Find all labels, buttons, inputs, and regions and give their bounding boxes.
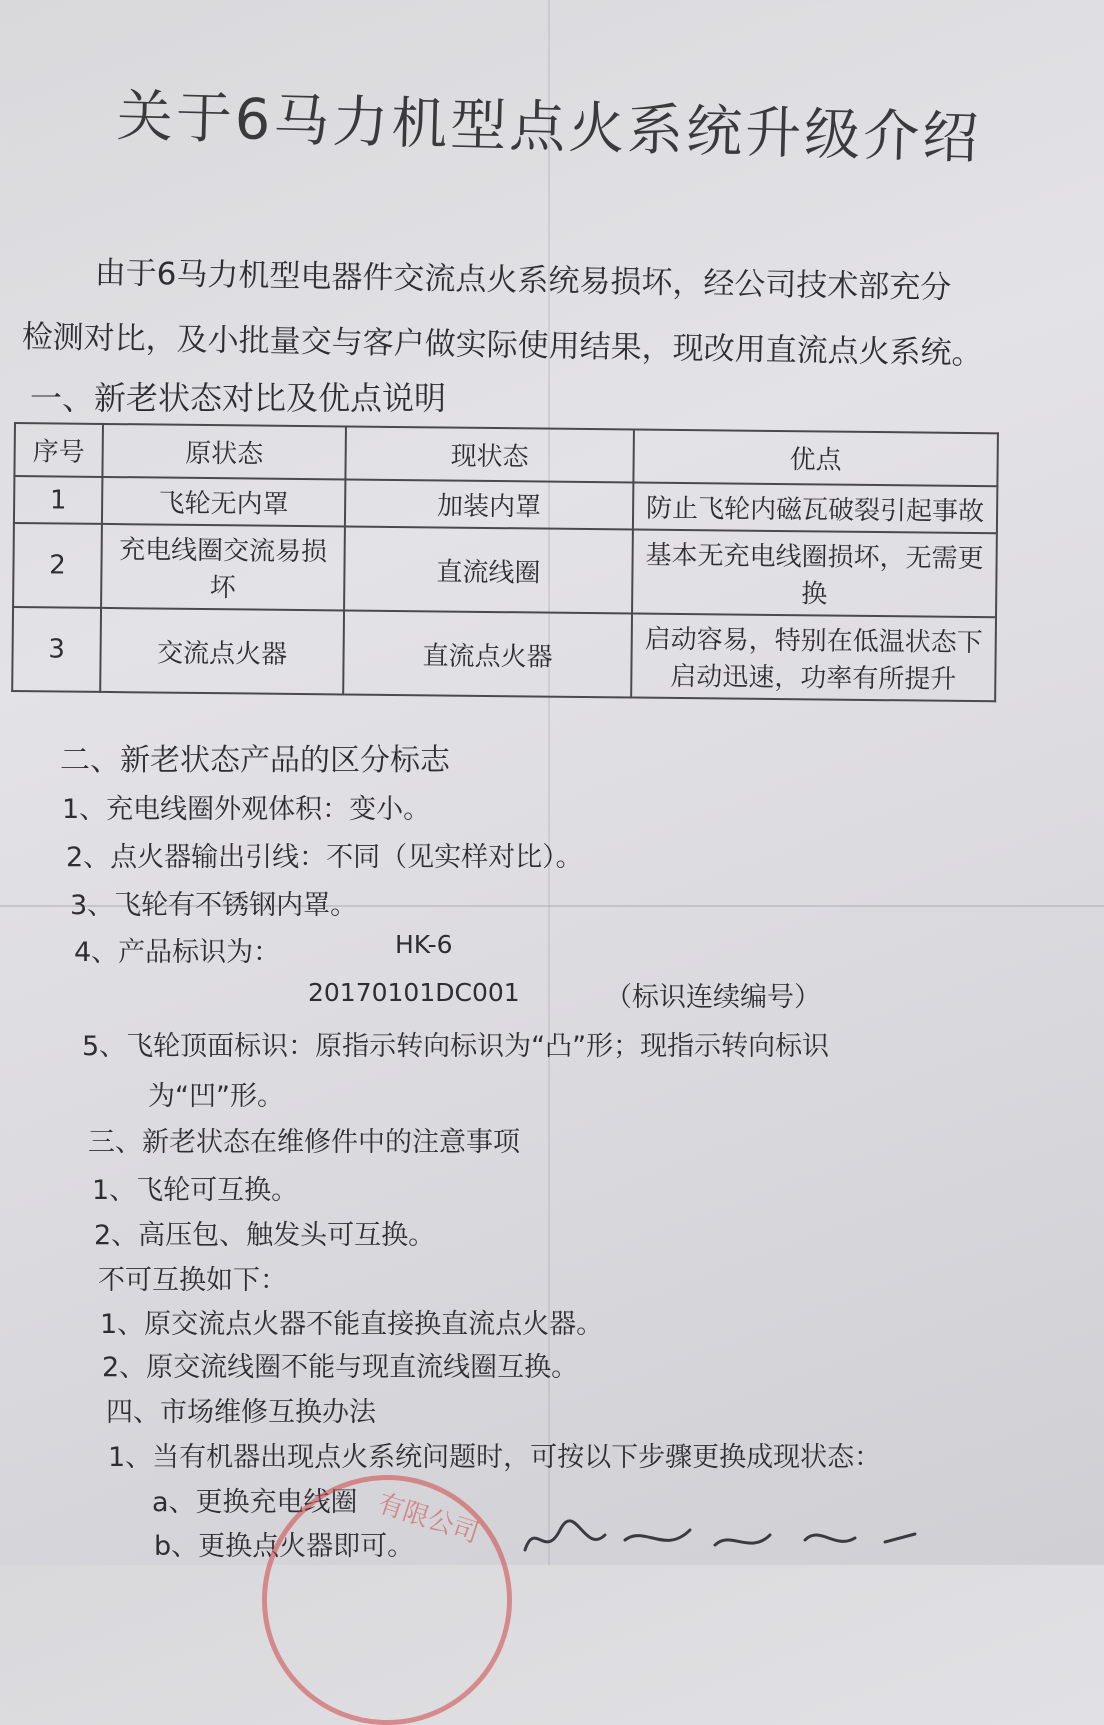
table-row [12, 607, 996, 701]
list-item-continuation: 为“凹”形。 [148, 1081, 284, 1112]
section1-heading: 一、新老状态对比及优点说明 [30, 379, 447, 417]
product-code-model: HK-6 [395, 930, 453, 959]
list-item: 5、飞轮顶面标识：原指示转向标识为“凸”形；现指示转向标识 [82, 1031, 830, 1062]
list-item: 1、当有机器出现点火系统问题时，可按以下步骤更换成现状态： [108, 1442, 882, 1473]
cell-original: 交流点火器 [100, 608, 344, 695]
list-item: 2、原交流线圈不能与现直流线圈互换。 [102, 1352, 579, 1383]
header-original: 原状态 [102, 424, 346, 480]
sub-heading: 不可互换如下： [98, 1265, 287, 1296]
step-item: b、更换点火器即可。 [154, 1531, 415, 1562]
cell-current: 直流点火器 [343, 610, 632, 697]
handwritten-signature [515, 1510, 935, 1565]
cell-advantage: 基本无充电线圈损坏，无需更换 [632, 529, 997, 617]
intro-line-1: 由于6马力机型电器件交流点火系统易损坏，经公司技术部充分 [94, 255, 952, 306]
section3-heading: 三、新老状态在维修件中的注意事项 [88, 1127, 520, 1158]
cell-index: 2 [13, 523, 102, 608]
list-item: 2、高压包、触发头可互换。 [94, 1220, 436, 1251]
step-item: a、更换充电线圈 [152, 1487, 358, 1518]
cell-original: 飞轮无内罩 [102, 477, 345, 527]
header-current: 现状态 [345, 426, 634, 482]
table-row [13, 523, 997, 617]
cell-current: 直流线圈 [344, 526, 633, 613]
comparison-table [11, 422, 999, 702]
product-code-serial: 20170101DC001 [308, 978, 520, 1007]
list-item: 1、飞轮可互换。 [92, 1175, 299, 1206]
header-advantage: 优点 [633, 429, 998, 486]
section4-heading: 四、市场维修互换办法 [106, 1397, 376, 1428]
product-code-note: （标识连续编号） [605, 982, 821, 1013]
cell-original: 充电线圈交流易损坏 [101, 524, 345, 611]
list-item: 1、原交流点火器不能直接换直流点火器。 [100, 1309, 604, 1340]
stamp-text: 有限公司 [374, 1488, 483, 1550]
header-index: 序号 [14, 423, 103, 477]
cell-current: 加装内罩 [345, 479, 633, 529]
list-item: 2、点火器输出引线：不同（见实样对比）。 [66, 842, 583, 873]
cell-advantage: 启动容易，特别在低温状态下启动迅速，功率有所提升 [631, 613, 996, 701]
list-item: 3、飞轮有不锈钢内罩。 [70, 890, 358, 921]
company-seal-stamp [262, 1475, 512, 1725]
cell-advantage: 防止飞轮内磁瓦破裂引起事故 [633, 482, 997, 533]
cell-index: 1 [14, 476, 102, 524]
intro-line-2: 检测对比，及小批量交与客户做实际使用结果，现改用直流点火系统。 [21, 319, 983, 372]
document-title: 关于6马力机型点火系统升级介绍 [115, 83, 983, 172]
list-item: 1、充电线圈外观体积：变小。 [62, 794, 431, 825]
cell-index: 3 [12, 607, 101, 692]
section2-heading: 二、新老状态产品的区分标志 [60, 743, 450, 778]
list-item: 4、产品标识为： [74, 937, 281, 968]
